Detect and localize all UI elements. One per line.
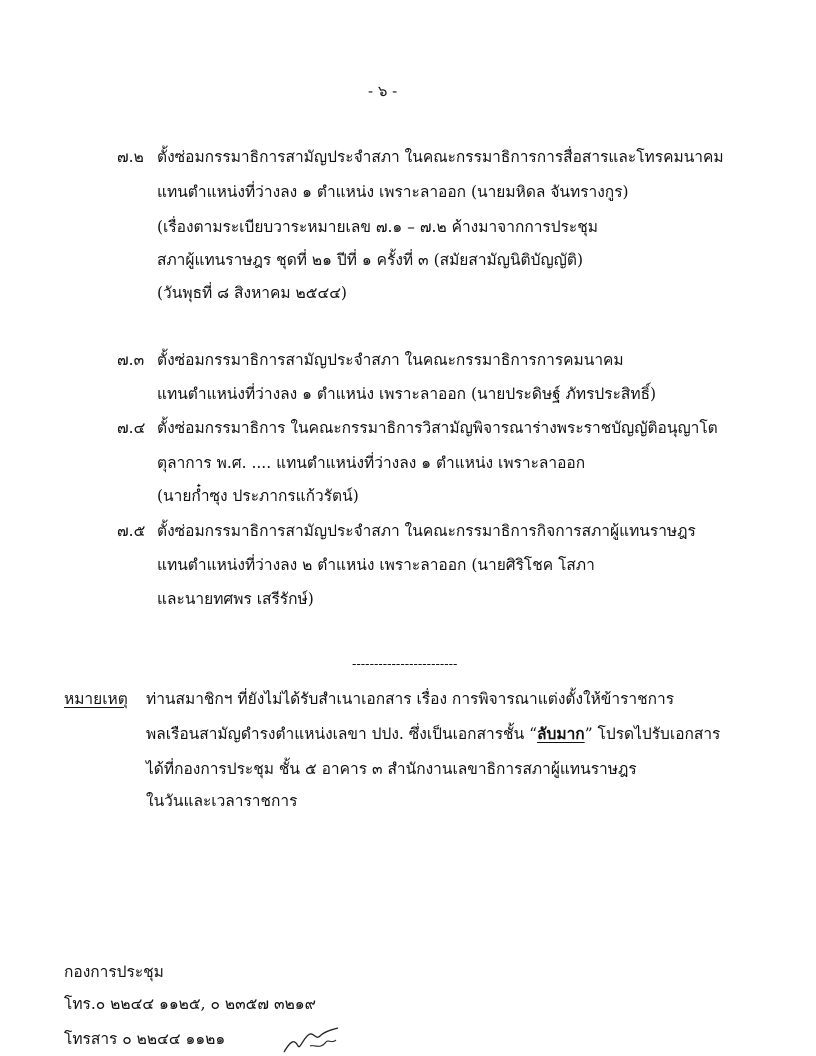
classification-emphasis: ลับมาก — [537, 724, 585, 743]
footer-office: กองการประชุม — [64, 963, 164, 981]
item-number: ๗.๔ — [117, 419, 146, 437]
item-number: ๗.๒ — [117, 148, 144, 166]
item-number: ๗.๓ — [117, 351, 145, 369]
item-line: ตั้งซ่อมกรรมาธิการสามัญประจำสภา ในคณะกรรมาธิการการสื่อสารและโทรคมนาคม — [157, 148, 724, 166]
item-line: แทนตำแหน่งที่ว่างลง ๑ ตำแหน่ง เพราะลาออก (นายมหิดล จันทรางกูร) — [157, 183, 629, 201]
page-number: - ๖ - — [368, 82, 398, 100]
footer-phone: โทร.๐ ๒๒๔๔ ๑๑๒๕, ๐ ๒๓๕๗ ๓๒๑๙ — [64, 995, 317, 1013]
item-line: ตั้งซ่อมกรรมาธิการสามัญประจำสภา ในคณะกรรมาธิการการคมนาคม — [157, 351, 624, 369]
item-line: ตั้งซ่อมกรรมาธิการสามัญประจำสภา ในคณะกรรมาธิการกิจการสภาผู้แทนราษฎร — [157, 522, 696, 540]
note-line — [146, 724, 720, 744]
item-line: ตุลาการ พ.ศ. .... แทนตำแหน่งที่ว่างลง ๑ ตำแหน่ง เพราะลาออก — [157, 454, 586, 472]
note-text: พลเรือนสามัญดำรงตำแหน่งเลขา ปปง. ซึ่งเป็นเอกสารชั้น “ — [146, 725, 538, 743]
item-line: แทนตำแหน่งที่ว่างลง ๑ ตำแหน่ง เพราะลาออก (นายประดิษฐ์ ภัทรประสิทธิ์) — [157, 385, 657, 403]
note-line: ในวันและเวลาราชการ — [146, 792, 298, 810]
item-line: (เรื่องตามระเบียบวาระหมายเลข ๗.๑ – ๗.๒ ค้างมาจากการประชุม — [157, 218, 598, 236]
footer-fax: โทรสาร ๐ ๒๒๔๔ ๑๑๒๑ — [64, 1030, 226, 1048]
section-divider: ------------------------ — [352, 657, 458, 672]
item-line: แทนตำแหน่งที่ว่างลง ๒ ตำแหน่ง เพราะลาออก (นายศิริโชค โสภา — [157, 556, 595, 574]
item-line: ตั้งซ่อมกรรมาธิการ ในคณะกรรมาธิการวิสามัญพิจารณาร่างพระราชบัญญัติอนุญาโต — [157, 419, 718, 437]
item-line: (วันพุธที่ ๘ สิงหาคม ๒๕๔๔) — [157, 284, 347, 302]
item-line: สภาผู้แทนราษฎร ชุดที่ ๒๑ ปีที่ ๑ ครั้งที่ ๓ (สมัยสามัญนิติบัญญัติ) — [157, 251, 583, 269]
item-line: และนายทศพร เสรีรักษ์) — [157, 590, 314, 608]
note-label: หมายเหตุ — [64, 690, 128, 708]
item-number: ๗.๕ — [117, 522, 146, 540]
item-line: (นายก๋ำซุง ประภากรแก้วรัตน์) — [157, 487, 359, 505]
note-line: ได้ที่กองการประชุม ชั้น ๕ อาคาร ๓ สำนักงานเลขาธิการสภาผู้แทนราษฎร — [146, 760, 637, 778]
note-line: ท่านสมาชิกฯ ที่ยังไม่ได้รับสำเนาเอกสาร เรื่อง การพิจารณาแต่งตั้งให้ข้าราชการ — [146, 690, 675, 708]
note-text: ” โปรดไปรับเอกสาร — [584, 725, 721, 743]
handwritten-initials — [280, 1024, 344, 1056]
